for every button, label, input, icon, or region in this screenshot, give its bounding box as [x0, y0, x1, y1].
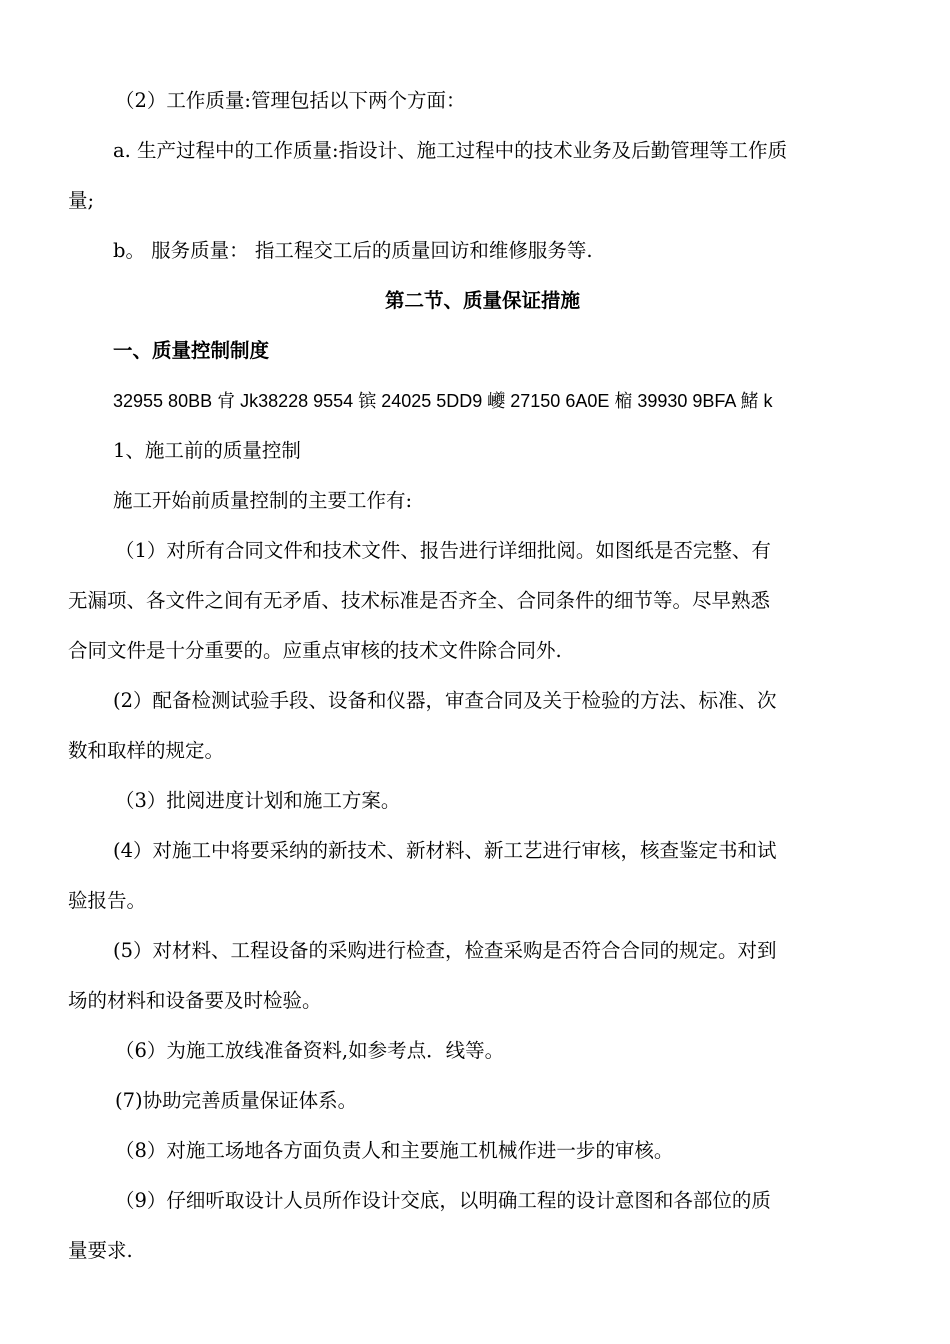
paragraph-item-4-cont: 验报告。 — [68, 889, 147, 912]
paragraph-item-1-cont: 无漏项、各文件之间有无矛盾、技术标准是否齐全、合同条件的细节等。尽早熟悉 — [68, 589, 771, 612]
paragraph-item-4: (4）对施工中将要采纳的新技术、新材料、新工艺进行审核，核查鉴定书和试 — [113, 839, 777, 862]
paragraph-item-2: (2）配备检测试验手段、设备和仪器，审查合同及关于检验的方法、标准、次 — [113, 689, 777, 712]
paragraph-item-7: (7)协助完善质量保证体系。 — [115, 1089, 358, 1112]
paragraph-item-1: （1）对所有合同文件和技术文件、报告进行详细批阅。如图纸是否完整、有 — [115, 539, 771, 562]
paragraph-item-a: a. 生产过程中的工作质量:指设计、施工过程中的技术业务及后勤管理等工作质 — [113, 139, 788, 162]
paragraph-intro: 施工开始前质量控制的主要工作有: — [113, 489, 413, 512]
subsection-heading: 一、质量控制制度 — [113, 339, 270, 362]
paragraph-item-8: （8）对施工场地各方面负责人和主要施工机械作进一步的审核。 — [115, 1139, 674, 1162]
code-line: 32955 80BB 肻 Jk38228 9554 镔 24025 5DD9 巙 27150 6A0E 樎 39930 9BFA 鯺 k — [113, 391, 773, 411]
paragraph-item-5: (5）对材料、工程设备的采购进行检查，检查采购是否符合合同的规定。对到 — [113, 939, 777, 962]
section-heading: 第二节、质量保证措施 — [385, 289, 581, 312]
paragraph-item-9: （9）仔细听取设计人员所作设计交底，以明确工程的设计意图和各部位的质 — [115, 1189, 771, 1212]
paragraph-work-quality: （2）工作质量:管理包括以下两个方面： — [115, 89, 466, 112]
paragraph-item-3: （3）批阅进度计划和施工方案。 — [115, 789, 401, 812]
paragraph-item-a-cont: 量; — [68, 189, 95, 212]
paragraph-item-1-cont2: 合同文件是十分重要的。应重点审核的技术文件除合同外. — [68, 639, 562, 662]
paragraph-item-5-cont: 场的材料和设备要及时检验。 — [68, 989, 322, 1012]
paragraph-item-2-cont: 数和取样的规定。 — [68, 739, 225, 762]
list-heading-pre-construction: 1、施工前的质量控制 — [113, 439, 301, 462]
paragraph-item-9-cont: 量要求. — [68, 1239, 133, 1262]
paragraph-item-b: b。 服务质量： 指工程交工后的质量回访和维修服务等. — [113, 239, 593, 262]
paragraph-item-6: （6）为施工放线准备资料,如参考点．线等。 — [115, 1039, 505, 1062]
